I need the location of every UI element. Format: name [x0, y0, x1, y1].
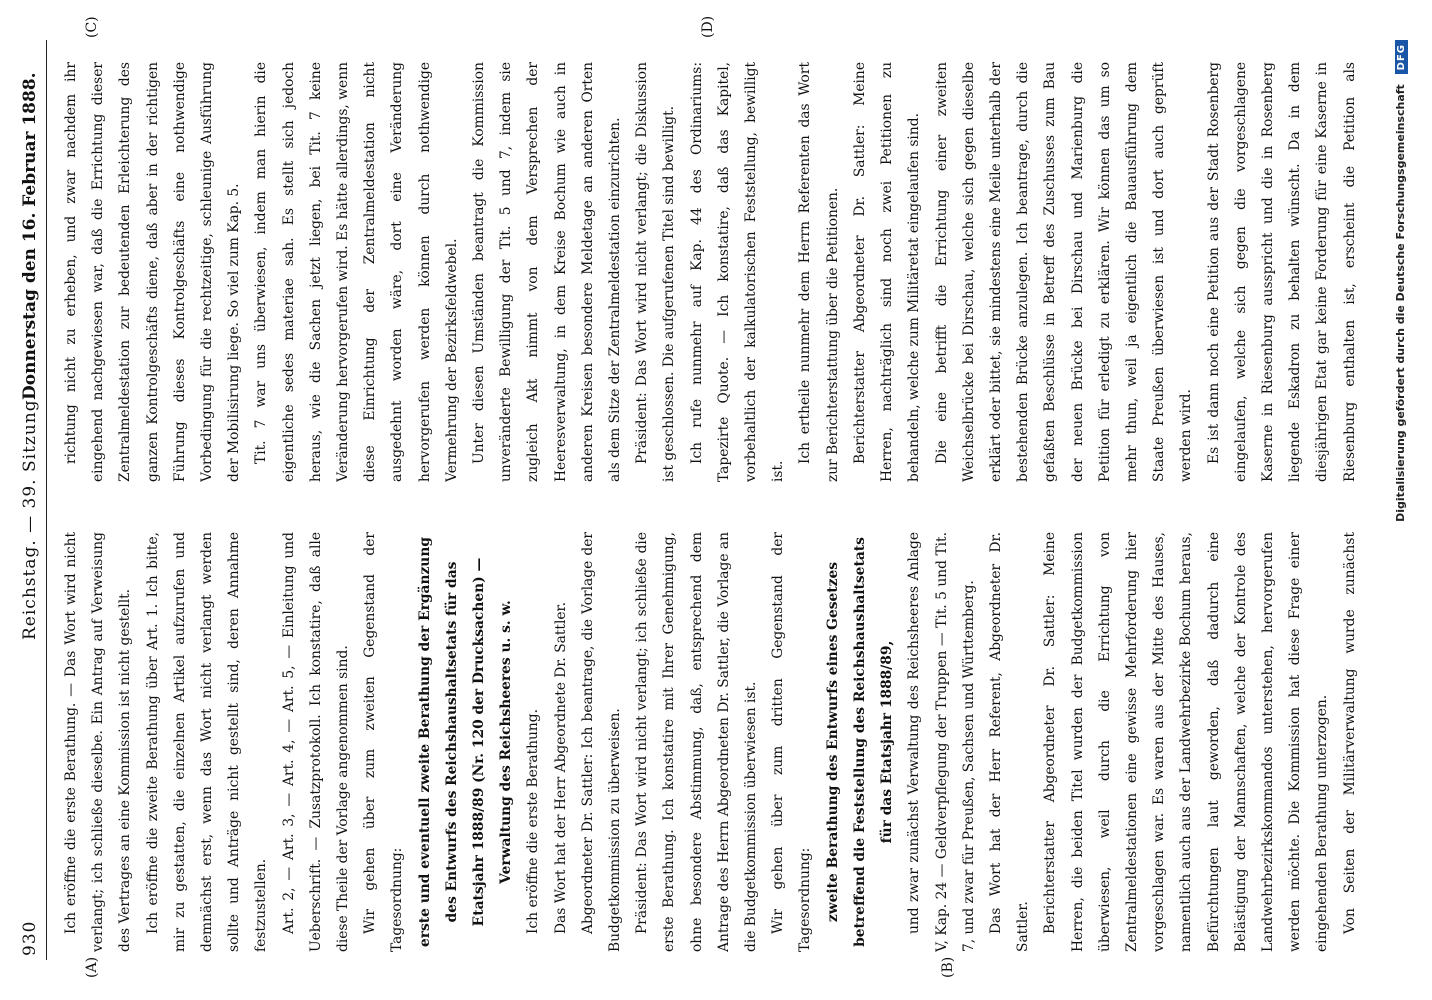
digitization-credit: Digitalisierung gefördert durch die Deutsche Forschungsgemeinschaft — [1394, 84, 1407, 522]
session-date: Donnerstag den 16. Februar 1888. — [20, 72, 40, 400]
right-column — [58, 62, 1363, 482]
page-number: 930 — [20, 920, 40, 956]
paragraph: Es ist dann noch eine Petition aus der Stadt Rosenberg eingelaufen, welche sich gegen die vorgeschlagene Kaserne in Riesenburg ausspricht und die in Rosenberg liegende Eskadron zu behalten wünscht. Da in dem diesjährigen Etat gar keine Forderung für eine Kaserne in Riesenburg enthalten ist, erscheint die Petition als — [1205, 62, 1358, 482]
agenda-heading: erste und eventuell zweite Berathung der Ergänzung des Entwurfs des Reichshaushaltsetats für das Etatsjahr 1888/89 (Nr. 120 der Drucksachen) — Verwaltung des Reichsheeres u. s. w. — [416, 536, 515, 948]
paragraph: und zwar zunächst Verwaltung des Reichsheeres Anlage V, Kap. 24 — Geldverpflegung der Truppen — Tit. 5 und Tit. 7, und zwar für Preußen, Sachsen und Württemberg. — [906, 532, 977, 952]
paragraph: Berichterstatter Abgeordneter Dr. Sattler: Meine Herren, die beiden Titel wurden der Budgetkommission überwiesen, weil durch die Errichtung von Zentralmeldestationen eine gewisse Mehrforderung hier vorgeschlagen war. Es waren aus der Mitte des Hauses, namentlich auch aus der Landwehrbezirke Bochum heraus, Befürchtungen laut geworden, daß dadurch eine Belästigung der Mannschaften, welche der Kontrole des Landwehrbezirkskommandos unterstehen, hervorgerufen werden möchte. Die Kommission hat diese Frage einer eingehenden Berathung unterzogen. — [1042, 532, 1331, 952]
paragraph: Präsident: Das Wort wird nicht verlangt; die Diskussion ist geschlossen. Die aufgerufenen Titel sind bewilligt. — [634, 62, 678, 482]
paragraph: richtung nicht zu erheben, und zwar nachdem ihr eingehend nachgewiesen war, daß die Errichtung dieser Zentralmeldestation zur bedeutenden Erleichterung des ganzen Kontrolgeschäfts diene, daß aber in der richtigen Führung dieses Kontrolgeschäfts eine nothwendige Vorbedingung für die rechtzeitige, schleunige Ausführung der Mobilisirung liege. So viel zum Kap. 5. — [63, 62, 243, 482]
paragraph: Präsident: Das Wort wird nicht verlangt; ich schließe die erste Berathung. Ich konstatire mit Ihrer Genehmigung, ohne besondere Abstimmung, daß, entsprechend dem Antrage des Herrn Abgeordneten Dr. Sattler, die Vorlage an die Budgetkommission überwiesen ist. — [634, 532, 760, 952]
paragraph: Die eine betrifft die Errichtung einer zweiten Weichselbrücke bei Dirschau, welche sich gegen dieselbe erklärt oder bittet, sie mindestens eine Meile unterhalb der bestehenden Brücke anzulegen. Ich beantrage, durch die gefaßten Beschlüsse in Betreff des Zuschusses zum Bau der neuen Brücke bei Dirschau und Marienburg die Petition für erledigt zu erklären. Wir können das um so mehr thun, weil ja eigentlich die Bauausführung dem Staate Preußen überwiesen ist und dort auch geprüft werden wird. — [933, 62, 1195, 482]
paragraph: Das Wort hat der Herr Abgeordnete Dr. Sattler. — [552, 601, 569, 934]
agenda-heading: zweite Berathung des Entwurfs eines Gesetzes betreffend die Feststellung des Reichshaushaltsetats für das Etatsjahr 1888/89, — [824, 537, 896, 947]
paragraph: Berichterstatter Abgeordneter Dr. Sattler: Meine Herren, nachträglich sind noch zwei Petitionen zu behandeln, welche zum Militäretat eingelaufen sind. — [851, 62, 923, 482]
paragraph: Ich eröffne die zweite Berathung über Art. 1. Ich bitte, mir zu gestatten, die einzelnen Artikel aufzurufen und demnächst erst, wenn das Wort nicht verlangt werden sollte und Anträge nicht gestellt sind, deren Annahme festzustellen. — [144, 532, 270, 952]
left-column — [58, 532, 1363, 952]
page-footer — [1394, 40, 1422, 940]
paragraph: Wir gehen über zum zweiten Gegenstand der Tagesordnung: — [362, 532, 406, 952]
paragraph: Unter diesen Umständen beantragt die Kommission unveränderte Bewilligung der Tit. 5 und 7, indem sie zugleich Akt nimmt von dem Versprechen der Heeresverwaltung, in dem Kreise Bochum wie auch in anderen Kreisen besondere Meldetage an anderen Orten als dem Sitze der Zentralmeldestation einzurichten. — [471, 62, 624, 482]
paragraph: Ich ertheile nunmehr dem Herrn Referenten das Wort zur Berichterstattung über die Petitionen. — [797, 62, 841, 482]
margin-marker-b: (B) — [940, 956, 956, 978]
paragraph: Abgeordneter Dr. Sattler: Ich beantrage, die Vorlage der Budgetkommission zu überweisen. — [579, 532, 624, 952]
paragraph: Ich eröffne die erste Berathung. — Das Wort wird nicht verlangt; ich schließe dieselbe. Ein Antrag auf Verweisung des Vertrages an eine Kommission ist nicht gestellt. — [63, 532, 134, 952]
paragraph: Art. 2, — Art. 3, — Art. 4, — Art. 5, — Einleitung und Ueberschrift. — Zusatzprotokoll. Ich konstatire, daß alle diese Theile der Vorlage angenommen sind. — [280, 532, 352, 952]
paragraph: Ich eröffne die erste Berathung. — [525, 708, 542, 934]
paragraph: Ich rufe nunmehr auf Kap. 44 des Ordinariums: Tapezirte Quote. — Ich konstatire, daß das Kapitel, vorbehaltlich der kalkulatorischen Feststellung, bewilligt ist. — [688, 62, 787, 482]
paragraph: Tit. 7 war uns überwiesen, indem man hierin die eigentliche sedes materiae sah. Es stellt sich jedoch heraus, wie die Sachen jetzt liegen, bei Tit. 7 keine Veränderung hervorgerufen wird. Es hätte allerdings, wenn diese Einrichtung der Zentralmeldestation nicht ausgedehnt worden wäre, dort eine Veränderung hervorgerufen werden können durch nothwendige Vermehrung der Bezirksfeldwebel. — [253, 62, 460, 482]
page-header — [12, 40, 47, 960]
paragraph: Von Seiten der Militärverwaltung wurde zunächst — [1341, 532, 1358, 934]
margin-marker-a: (A) — [84, 956, 100, 978]
paragraph: Das Wort hat der Herr Referent, Abgeordneter Dr. Sattler. — [987, 532, 1032, 952]
paragraph: Wir gehen über zum dritten Gegenstand der Tagesordnung: — [770, 532, 814, 952]
session-title: Reichstag. — 39. Sitzung. — [20, 392, 40, 640]
margin-marker-d: (D) — [700, 15, 716, 38]
margin-marker-c: (C) — [84, 16, 100, 38]
dfg-logo: DFG — [1395, 40, 1408, 74]
